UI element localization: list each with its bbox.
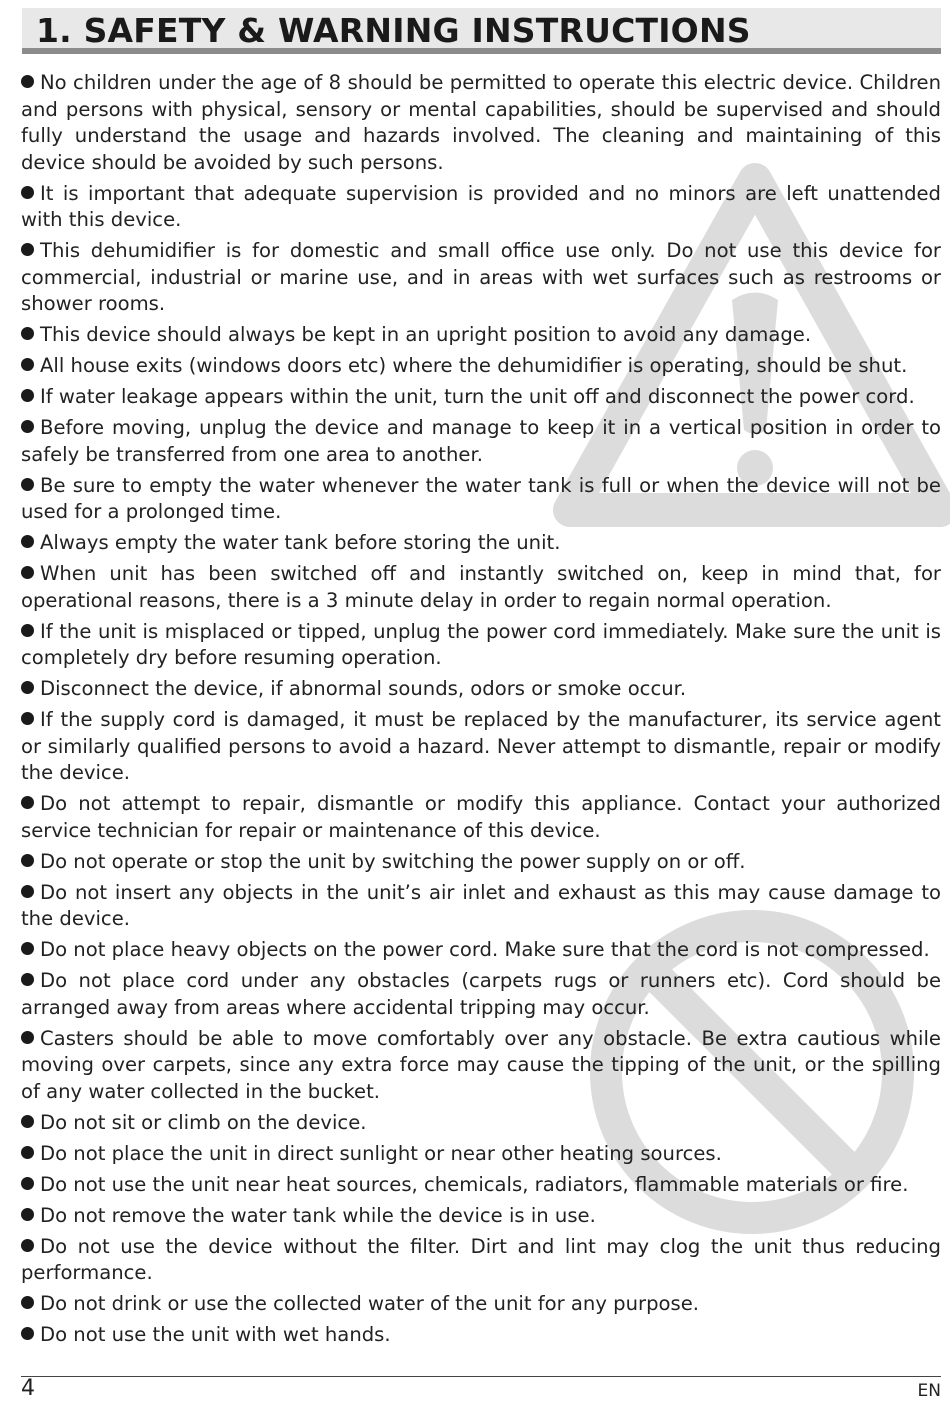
bullet-icon: [21, 796, 34, 809]
bullet-icon: [21, 535, 34, 548]
footer-divider: [21, 1376, 941, 1377]
page-title: 1. SAFETY & WARNING INSTRUCTIONS: [36, 11, 751, 50]
list-item: [21, 880, 941, 933]
list-item-text: Do not operate or stop the unit by switching the power supply on or off.: [40, 849, 746, 873]
list-item: [21, 473, 941, 526]
list-item: [21, 1141, 941, 1168]
list-item-text: Do not attempt to repair, dismantle or modify this appliance. Contact your authorized service technician for repair or maintenance of this device.: [21, 792, 941, 842]
bullet-icon: [21, 358, 34, 371]
list-item-text: All house exits (windows doors etc) where the dehumidifier is operating, should be shut.: [40, 354, 908, 377]
bullet-icon: [21, 327, 34, 340]
section-header: [22, 8, 941, 54]
bullet-icon: [21, 478, 34, 491]
list-item-text: Do not use the device without the filter. Dirt and lint may clog the unit thus reducing performance.: [21, 1234, 941, 1284]
list-item: [21, 415, 941, 468]
bullet-icon: [21, 854, 34, 867]
list-item: [21, 530, 941, 557]
bullet-icon: [21, 243, 34, 256]
bullet-icon: [21, 624, 34, 637]
safety-instructions-list: [21, 70, 941, 1353]
list-item: [21, 238, 941, 318]
list-item: [21, 322, 941, 349]
list-item: [21, 70, 941, 176]
bullet-icon: [21, 712, 34, 725]
list-item-text: Do not place the unit in direct sunlight or near other heating sources.: [40, 1141, 722, 1165]
list-item: [21, 968, 941, 1021]
list-item-text: When unit has been switched off and instantly switched on, keep in mind that, for operational reasons, there is a 3 minute delay in order to regain normal operation.: [21, 562, 941, 612]
list-item-text: This dehumidifier is for domestic and small office use only. Do not use this device for commercial, industrial or marine use, and in areas with wet surfaces such as restrooms or shower rooms.: [21, 239, 941, 315]
list-item: [21, 181, 941, 234]
bullet-icon: [21, 1177, 34, 1190]
list-item-text: Do not insert any objects in the unit’s air inlet and exhaust as this may cause damage to the device.: [21, 880, 941, 930]
list-item-text: No children under the age of 8 should be permitted to operate this electric device. Children and persons with physical, sensory or mental capabilities, should be supervised and should fully understand the usage and hazards involved. The cleaning and maintaining of this device should be avoided by such persons.: [21, 71, 941, 174]
list-item: [21, 384, 941, 411]
list-item-text: Casters should be able to move comfortably over any obstacle. Be extra cautious while moving over carpets, since any extra force may cause the tipping of the unit, or the spilling of any water collected in the bucket.: [21, 1026, 941, 1103]
list-item-text: It is important that adequate supervision is provided and no minors are left unattended with this device.: [21, 181, 941, 231]
list-item: [21, 1291, 941, 1318]
bullet-icon: [21, 186, 34, 199]
list-item-text: Do not use the unit with wet hands.: [40, 1323, 391, 1346]
bullet-icon: [21, 389, 34, 402]
list-item-text: If the supply cord is damaged, it must be replaced by the manufacturer, its service agent or similarly qualified persons to avoid a hazard. Never attempt to dismantle, repair or modify the device.: [21, 708, 941, 784]
list-item: [21, 619, 941, 672]
list-item: [21, 1203, 941, 1230]
bullet-icon: [21, 1239, 34, 1252]
list-item-text: This device should always be kept in an upright position to avoid any damage.: [40, 323, 812, 346]
list-item-text: Do not drink or use the collected water of the unit for any purpose.: [40, 1292, 699, 1315]
page-number: 4: [21, 1376, 35, 1401]
list-item-text: Before moving, unplug the device and manage to keep it in a vertical position in order to safely be transferred from one area to another.: [21, 416, 941, 466]
bullet-icon: [21, 681, 34, 694]
bullet-icon: [21, 566, 34, 579]
list-item-text: Do not use the unit near heat sources, chemicals, radiators, flammable materials or fire.: [40, 1172, 909, 1196]
bullet-icon: [21, 420, 34, 433]
list-item: [21, 561, 941, 614]
list-item: [21, 707, 941, 787]
list-item-text: Do not place cord under any obstacles (carpets rugs or runners etc). Cord should be arranged away from areas where accidental tripping may occur.: [21, 969, 941, 1019]
list-item: [21, 1172, 941, 1199]
list-item: [21, 676, 941, 703]
list-item-text: Be sure to empty the water whenever the water tank is full or when the device will not be used for a prolonged time.: [21, 473, 941, 523]
list-item-text: If the unit is misplaced or tipped, unplug the power cord immediately. Make sure the unit is completely dry before resuming operation.: [21, 619, 941, 669]
bullet-icon: [21, 1296, 34, 1309]
bullet-icon: [21, 885, 34, 898]
list-item: [21, 1234, 941, 1287]
bullet-icon: [21, 973, 34, 986]
bullet-icon: [21, 942, 34, 955]
list-item: [21, 1026, 941, 1106]
list-item-text: Do not place heavy objects on the power cord. Make sure that the cord is not compressed.: [40, 938, 930, 961]
bullet-icon: [21, 1146, 34, 1159]
bullet-icon: [21, 1115, 34, 1128]
list-item: [21, 353, 941, 380]
list-item-text: Do not sit or climb on the device.: [40, 1110, 367, 1134]
language-code: EN: [917, 1381, 941, 1401]
list-item: [21, 791, 941, 844]
list-item-text: Always empty the water tank before storing the unit.: [40, 531, 561, 554]
bullet-icon: [21, 75, 34, 88]
bullet-icon: [21, 1327, 34, 1340]
list-item-text: If water leakage appears within the unit, turn the unit off and disconnect the power cord.: [40, 385, 915, 408]
list-item: [21, 849, 941, 876]
list-item-text: Disconnect the device, if abnormal sounds, odors or smoke occur.: [40, 677, 687, 700]
list-item: [21, 1322, 941, 1349]
bullet-icon: [21, 1208, 34, 1221]
list-item: [21, 1110, 941, 1137]
bullet-icon: [21, 1031, 34, 1044]
list-item: [21, 937, 941, 964]
list-item-text: Do not remove the water tank while the device is in use.: [40, 1203, 596, 1227]
